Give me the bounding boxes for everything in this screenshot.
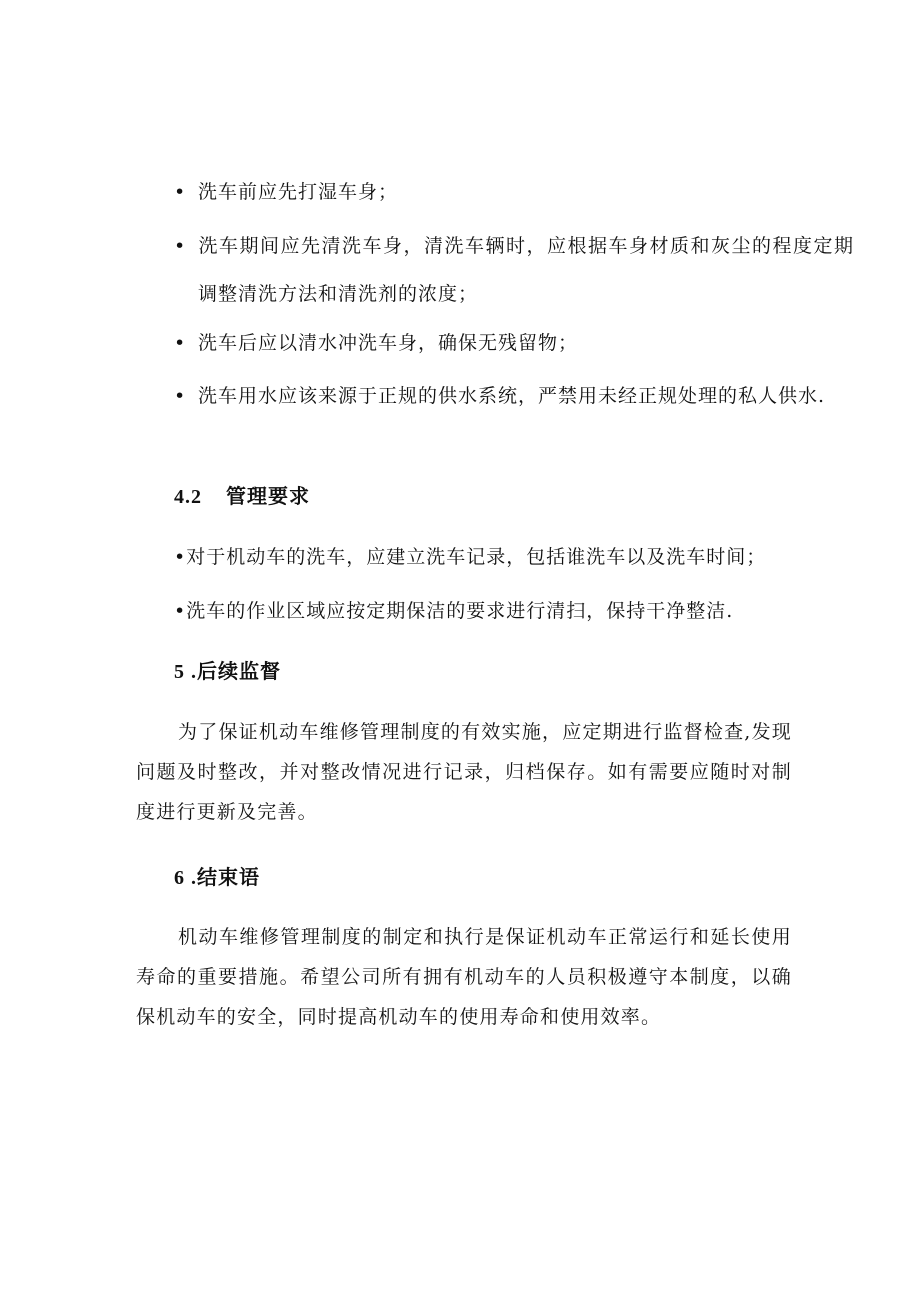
bullet-item — [136, 372, 854, 420]
bullet-item — [136, 168, 854, 216]
bullet-dot: • — [174, 385, 187, 407]
bullet-text: 洗车前应先打湿车身； — [198, 181, 399, 203]
section-6-body: 机动车维修管理制度的制定和执行是保证机动车正常运行和延长使用寿命的重要措施。希望公司所有拥有机动车的人员积极遵守本制度，以确保机动车的安全，同时提高机动车的使用寿命和使用效率。 — [136, 926, 792, 1028]
section-title: 管理要求 — [226, 486, 310, 508]
section-5-body: 为了保证机动车维修管理制度的有效实施，应定期进行监督检查,发现问题及时整改，并对整改情况进行记录，归档保存。如有需要应随时对制度进行更新及完善。 — [136, 721, 792, 823]
bullet-dot: • — [174, 181, 187, 203]
section-heading-5: 5 .后续监督 — [174, 661, 281, 683]
requirement-item: •洗车的作业区域应按定期保洁的要求进行清扫，保持干净整洁. — [174, 600, 734, 622]
requirement-item: •对于机动车的洗车，应建立洗车记录，包括谁洗车以及洗车时间； — [174, 546, 767, 568]
bullet-text: 洗车用水应该来源于正规的供水系统，严禁用未经正规处理的私人供水. — [198, 385, 826, 407]
section-heading-4-2 — [136, 477, 830, 517]
bullet-text: 洗车期间应先清洗车身，清洗车辆时，应根据车身材质和灰尘的程度定期调整清洗方法和清洗剂的浓度； — [198, 235, 854, 305]
bullet-dot: • — [174, 235, 187, 257]
bullet-text: 洗车后应以清水冲洗车身，确保无残留物； — [198, 332, 579, 354]
section-heading-6: 6 .结束语 — [174, 867, 260, 889]
bullet-item — [136, 222, 854, 318]
bullet-dot: • — [174, 332, 187, 354]
bullet-item — [136, 319, 854, 367]
section-number: 4.2 — [174, 486, 202, 508]
